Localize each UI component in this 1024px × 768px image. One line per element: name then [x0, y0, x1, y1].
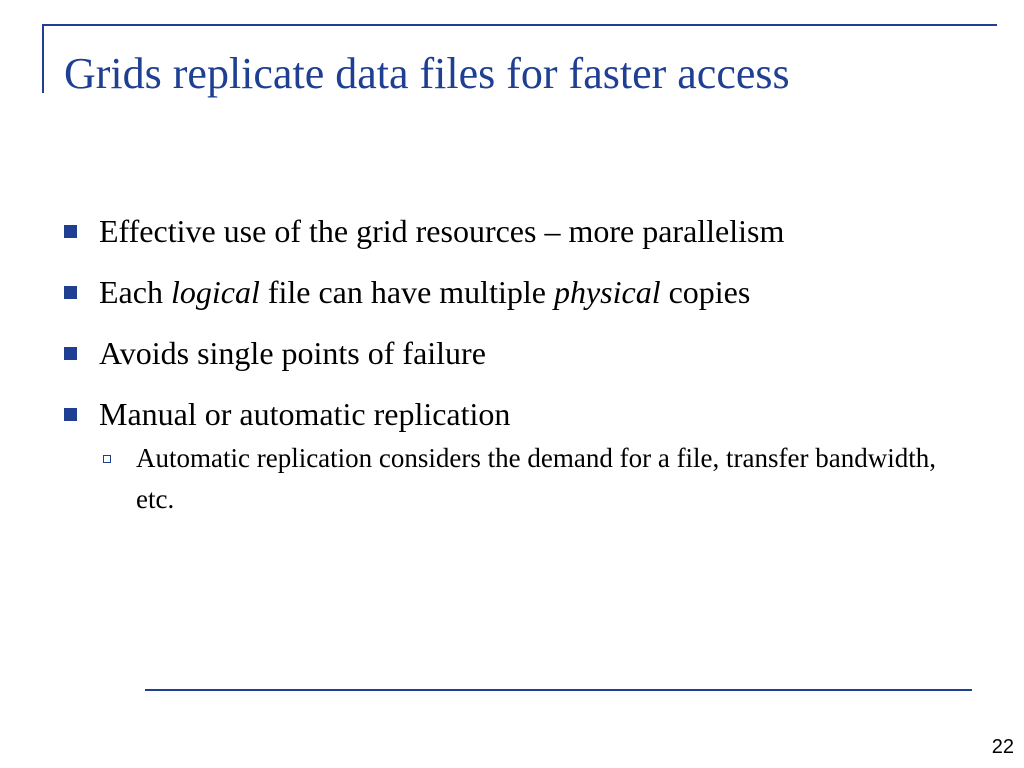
physical-emphasis: physical	[553, 274, 661, 310]
bullet-item	[64, 206, 964, 257]
square-bullet-icon	[64, 286, 77, 299]
bullet-text-segment: Each	[99, 274, 171, 310]
square-bullet-icon	[64, 408, 77, 421]
sub-bullet-item	[99, 438, 964, 520]
bullet-text: Effective use of the grid resources – more parallelism	[99, 213, 785, 249]
square-bullet-icon	[64, 225, 77, 238]
square-bullet-icon	[64, 347, 77, 360]
bullet-text-segment: copies	[660, 274, 751, 310]
title-frame-top-line	[42, 24, 997, 26]
bottom-rule	[145, 689, 972, 691]
bullet-item	[64, 389, 964, 520]
bullet-text: Manual or automatic replication	[99, 396, 511, 432]
slide-title: Grids replicate data files for faster access	[64, 49, 790, 98]
bullet-item	[64, 328, 964, 379]
logical-emphasis: logical	[170, 274, 260, 310]
page-number: 22	[991, 736, 1014, 758]
bullet-text: Avoids single points of failure	[99, 335, 486, 371]
sub-bullet-text: Automatic replication considers the demand for a file, transfer bandwidth, etc.	[136, 443, 936, 514]
hollow-square-bullet-icon	[103, 455, 111, 463]
bullet-item	[64, 267, 964, 318]
bullet-list	[64, 206, 964, 530]
bullet-text-segment: file can have multiple	[259, 274, 554, 310]
title-frame-left-line	[42, 24, 44, 93]
sub-bullet-list	[99, 438, 964, 520]
